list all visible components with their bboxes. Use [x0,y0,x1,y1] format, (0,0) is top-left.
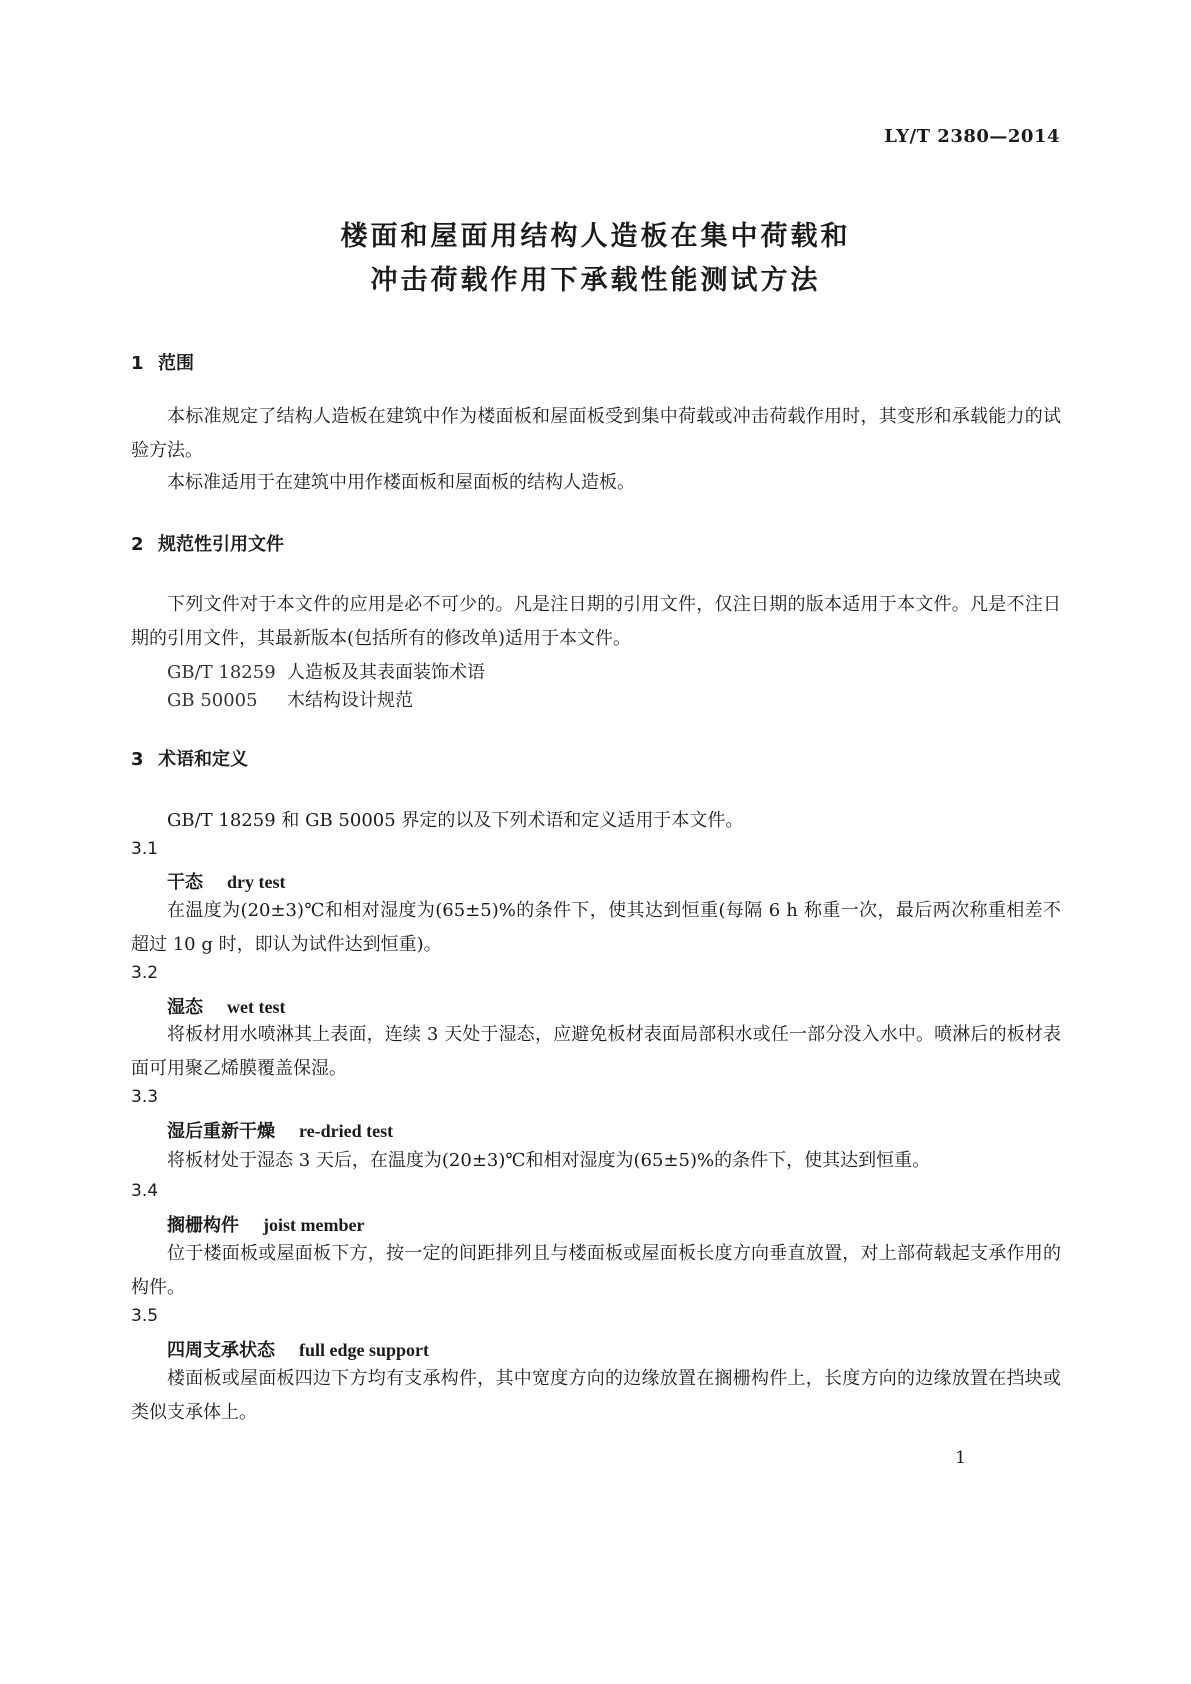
reference-title: 人造板及其表面装饰术语 [287,662,485,683]
document-title-line-1: 楼面和屋面用结构人造板在集中荷载和 [340,221,851,252]
term-chinese: 干态 [167,872,203,893]
term-heading [167,1117,393,1143]
term-number: 3.5 [131,1306,159,1326]
term-english: joist member [263,1215,365,1235]
term-heading [167,1211,364,1237]
section-number: 2 [131,534,144,555]
term-heading [167,993,285,1019]
reference-code: GB 50005 [167,690,258,711]
section-number: 1 [131,353,144,374]
term-definition: 在温度为(20±3)℃和相对湿度为(65±5)%的条件下，使其达到恒重(每隔 6 h 称重一次，最后两次称重相差不超过 10 g 时，即认为试件达到恒重)。 [131,900,1061,955]
section-1-paragraph-1: 本标准规定了结构人造板在建筑中作为楼面板和屋面板受到集中荷载或冲击荷载作用时，其变形和承载能力的试验方法。 [131,406,1061,461]
section-2-heading [131,530,284,556]
term-chinese: 搁栅构件 [167,1215,239,1236]
term-definition: 将板材处于湿态 3 天后，在温度为(20±3)℃和相对湿度为(65±5)%的条件下，使其达到恒重。 [167,1150,931,1171]
term-heading [167,868,285,894]
reference-title: 木结构设计规范 [287,690,413,711]
section-title: 范围 [158,353,194,374]
term-chinese: 四周支承状态 [167,1340,275,1361]
term-english: full edge support [299,1340,430,1360]
section-3-intro: GB/T 18259 和 GB 50005 界定的以及下列术语和定义适用于本文件。 [167,810,744,831]
section-title: 术语和定义 [158,749,248,770]
term-definition: 楼面板或屋面板四边下方均有支承构件，其中宽度方向的边缘放置在搁栅构件上，长度方向的边缘放置在挡块或类似支承体上。 [131,1368,1061,1423]
term-english: dry test [227,872,286,892]
term-number: 3.1 [131,839,159,859]
section-1-paragraph-2: 本标准适用于在建筑中用作楼面板和屋面板的结构人造板。 [167,472,635,493]
term-chinese: 湿态 [167,997,203,1018]
section-3-heading [131,745,248,771]
term-number: 3.3 [131,1087,159,1107]
section-1-heading [131,349,194,375]
term-heading [167,1336,429,1362]
term-chinese: 湿后重新干燥 [167,1121,275,1142]
term-english: re-dried test [299,1121,394,1141]
reference-item [167,658,485,684]
term-definition: 将板材用水喷淋其上表面，连续 3 天处于湿态，应避免板材表面局部积水或任一部分没入水中。喷淋后的板材表面可用聚乙烯膜覆盖保湿。 [131,1024,1061,1079]
standard-code: LY/T 2380—2014 [884,126,1060,147]
reference-item [167,686,413,712]
section-title: 规范性引用文件 [158,534,284,555]
term-number: 3.2 [131,963,159,983]
term-definition: 位于楼面板或屋面板下方，按一定的间距排列且与楼面板或屋面板长度方向垂直放置，对上部荷载起支承作用的构件。 [131,1243,1061,1298]
section-number: 3 [131,749,144,770]
section-2-paragraph: 下列文件对于本文件的应用是必不可少的。凡是注日期的引用文件，仅注日期的版本适用于本文件。凡是不注日期的引用文件，其最新版本(包括所有的修改单)适用于本文件。 [131,594,1061,649]
term-english: wet test [227,997,286,1017]
page-number: 1 [955,1448,966,1468]
term-number: 3.4 [131,1181,159,1201]
document-title-line-2: 冲击荷载作用下承载性能测试方法 [370,265,821,296]
reference-code: GB/T 18259 [167,662,276,683]
